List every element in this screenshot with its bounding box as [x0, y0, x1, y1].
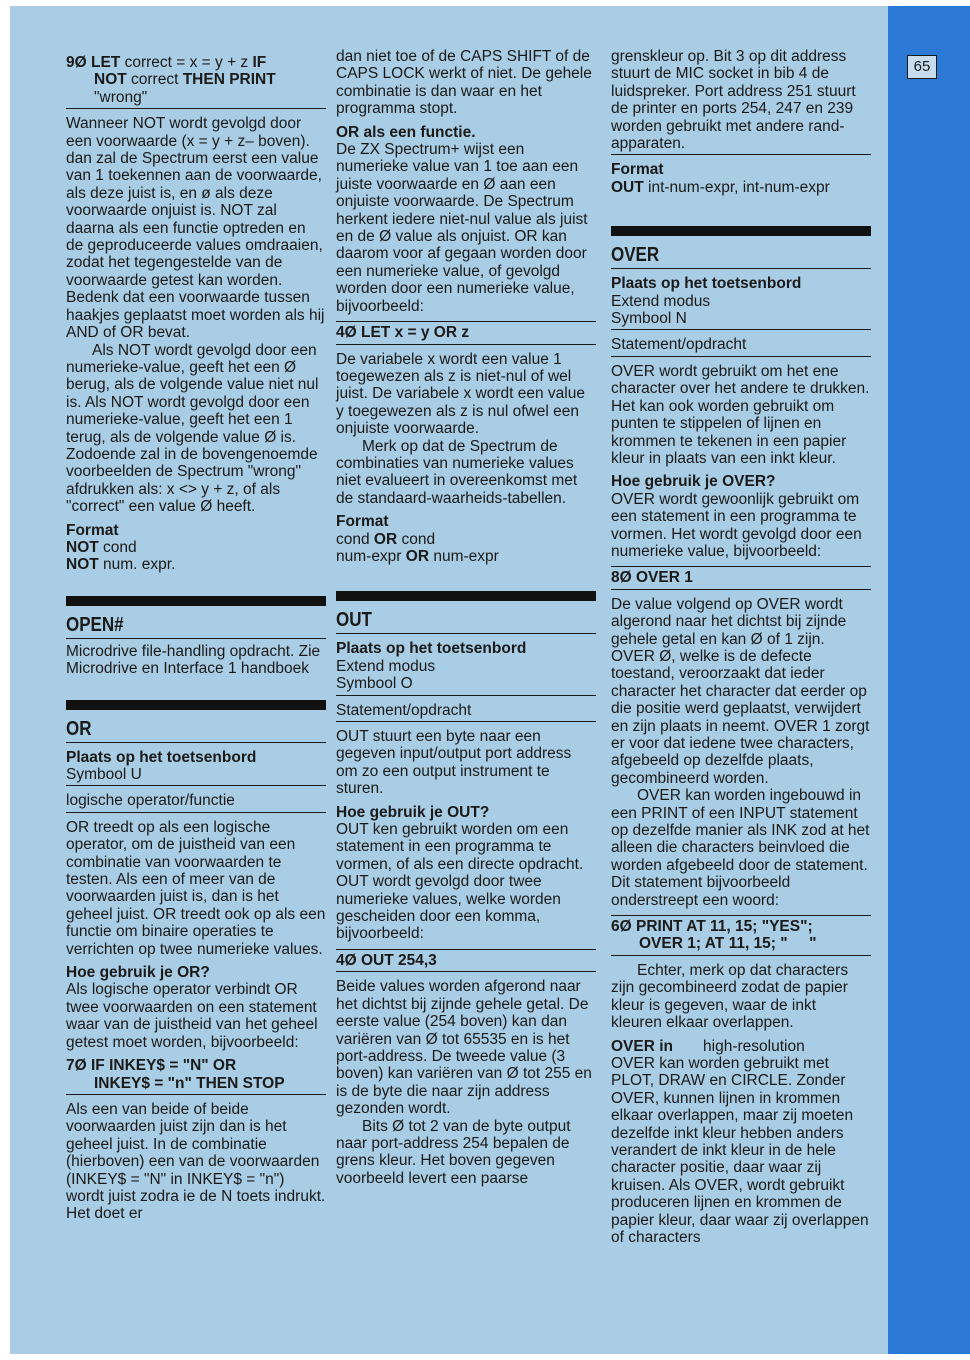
format-line: [611, 179, 871, 196]
format-line: [336, 548, 596, 565]
code-keyword: THEN PRINT: [182, 71, 276, 89]
format-text: num-expr: [429, 547, 499, 565]
page-number: 65: [907, 55, 937, 79]
how-to-label: Hoe gebruik je OUT?: [336, 803, 490, 821]
keyboard-value: Extend modus: [611, 292, 711, 310]
format-label: Format: [611, 161, 664, 179]
format-line: [336, 531, 596, 548]
category-label: Statement/opdracht: [336, 702, 596, 722]
subheading-hires: [611, 1038, 871, 1055]
how-to-label: Hoe gebruik je OR?: [66, 964, 210, 982]
format-text: int-num-expr, int-num-expr: [643, 178, 830, 196]
format-text: cond: [98, 538, 137, 556]
format-line: [66, 556, 326, 573]
code-line-90: [66, 54, 326, 109]
format-keyword: OR: [373, 530, 398, 548]
body-paragraph: OVER kan worden ingebouwd in een PRINT of een INPUT statement op dezelfde manier als INK zod at het alleen die characters beinvloed die worden afgebeeld door de statement. Dit statement bijvoorbeeld onderstreept een woord:: [611, 787, 870, 909]
keyboard-label: Plaats op het toetsenbord: [611, 275, 802, 293]
blue-margin-strip: [888, 6, 970, 1354]
format-keyword: NOT: [66, 556, 99, 574]
category-label: Statement/opdracht: [611, 336, 871, 356]
format-label: Format: [336, 513, 389, 531]
section-title-open: OPEN#: [66, 612, 326, 639]
section-divider-bar: [611, 226, 871, 236]
body-paragraph: OVER wordt gewoonlijk gebruikt om een statement in een programma te vormen. Het wordt gevolgd door een numerieke value, bijvoorbeeld:: [611, 490, 862, 560]
body-paragraph: Als NOT wordt gevolgd door een numerieke-value, geeft het een Ø berug, als de volgende value niet nul is. Als NOT wordt gevolgd door een numerieke-value, geeft het een 1 terug, als de volgende value Ø is. Zodoende zal in de bovengenoemde voorbeelden de Spectrum "wrong" afdrukken als: x <> y + z, of als "correct" een value Ø heeft.: [66, 341, 319, 516]
section-divider-bar: [66, 700, 326, 710]
format-text: cond: [336, 530, 374, 548]
subheading-text: high-resolution: [703, 1037, 805, 1055]
format-label: Format: [66, 521, 119, 539]
format-text: cond: [397, 530, 436, 548]
section-title-or: OR: [66, 716, 326, 743]
body-paragraph: dan niet toe of de CAPS SHIFT of de CAPS LOCK werkt of niet. De gehele combinatie is dan waar en het programma stopt.: [336, 48, 592, 118]
how-to-label: Hoe gebruik je OVER?: [611, 473, 776, 491]
keyboard-label: Plaats op het toetsenbord: [66, 748, 257, 766]
column-1: [66, 48, 326, 1223]
body-paragraph: OUT stuurt een byte naar een gegeven input/output port address om zo een output instrument te sturen.: [336, 728, 572, 798]
column-2: [336, 48, 596, 1187]
section-title-out: OUT: [336, 607, 596, 634]
format-keyword: OR: [405, 547, 430, 565]
body-paragraph: Als een van beide of beide voorwaarden juist zijn dan is het geheel juist. In de combinatie (hierboven) een van de voorwaarden (INKEY$ = "N" in INKEY$ = "n") wordt juist zodra ie de N toets indrukt. Het doet er: [66, 1100, 326, 1223]
code-line-40-out: 4Ø OUT 254,3: [336, 949, 596, 972]
code-text: 7Ø IF INKEY$ = "N" OR: [66, 1057, 237, 1075]
code-text: correct = x = y + z: [120, 54, 253, 71]
code-line-80: 8Ø OVER 1: [611, 566, 871, 589]
subheading: OR als een functie.: [336, 123, 476, 141]
keyboard-value: Extend modus: [336, 657, 436, 675]
subheading-text: OVER in: [611, 1037, 674, 1055]
body-paragraph: Merk op dat de Spectrum de combinaties van numerieke values niet evalueert in overeenkomst met de standaard-waarheids-tabellen.: [336, 437, 578, 507]
body-paragraph: Als logische operator verbindt OR twee voorwaarden on een statement waar van de juistheid van het geheel getest moet worden, bijvoorbeeld:: [66, 981, 318, 1051]
section-divider-bar: [66, 596, 326, 606]
code-text: correct: [126, 71, 183, 89]
code-text: "wrong": [94, 88, 148, 106]
format-keyword: NOT: [66, 538, 99, 556]
column-3: [611, 48, 871, 1246]
code-text: 6Ø PRINT AT 11, 15; "YES";: [611, 918, 813, 936]
code-keyword: NOT: [94, 71, 127, 89]
body-paragraph: Bits Ø tot 2 van de byte output naar port-address 254 bepalen de grens kleur. Het boven gegeven voorbeeld levert een paarse: [336, 1117, 571, 1187]
format-keyword: OUT: [611, 178, 644, 196]
body-paragraph: OVER kan worden gebruikt met PLOT, DRAW en CIRCLE. Zonder OVER, kunnen lijnen in krommen elkaar overlappen, maar zij moeten dezelfde inkt kleur hebben anders verandert de inkt kleur in de hele character positie, daar waar zij kruisen. Als OVER, wordt gebruikt produceren lijnen en krommen de papier kleur, daar waar zij overlappen of characters: [611, 1054, 869, 1246]
section-divider-bar: [336, 591, 596, 601]
format-text: num. expr.: [98, 556, 176, 574]
code-keyword: 9Ø LET: [66, 54, 121, 71]
body-paragraph: OUT ken gebruikt worden om een statement in een programma te vormen, of als een directe opdracht. OUT wordt gevolgd door twee numerieke values, welke worden gescheiden door een komma, bijvoorbeeld:: [336, 821, 584, 943]
body-paragraph: De ZX Spectrum+ wijst een numerieke value van 1 toe aan een juiste voorwaarde en Ø aan een onjuiste voorwaarde. De Spectrum herkent iedere niet-nul value als juist en de Ø value als onjuist. OR kan daarom voor af gegaan worden door een numerieke value, of gevolgd worden door een numerieke value, bijvoorbeeld:: [336, 141, 588, 315]
code-keyword: IF: [252, 54, 267, 71]
category-label: logische operator/functie: [66, 792, 326, 812]
code-text: OVER 1; AT 11, 15; " ": [639, 935, 817, 953]
section-title-over: OVER: [611, 242, 871, 269]
code-line-40: 4Ø LET x = y OR z: [336, 321, 596, 344]
body-paragraph: Wanneer NOT wordt gevolgd door een voorwaarde (x = y + z– boven). dan zal de Spectrum eerst een value van 1 toekennen aan de voorwaarde, als deze juist is, en ø als deze voorwaarde onjuist is. NOT zal daarna als een functie optreden en de geproduceerde values omdraaien, zodat het tegengestelde van de voorwaarde getest kan worden. Bedenk dat een voorwaarde tussen haakjes geplaatst moet worden als hij AND of OR bevat.: [66, 115, 325, 342]
code-line-60: [611, 915, 871, 956]
keyboard-value: Symbool N: [611, 310, 871, 330]
body-paragraph: OR treedt op als een logische operator, om de juistheid van een combinatie van voorwaarden te testen. Als een of meer van de voorwaarden juist is, dan is het geheel juist. OR treedt ook op als een functie om binaire operaties te verrichten op twee numerieke values.: [66, 818, 326, 958]
body-paragraph: Beide values worden afgerond naar het dichtst bij zijnde gehele getal. De eerste value (254 boven) kan dan variëren van Ø tot 65535 en is het port-address. De tweede value (3 boven) kan variëren van Ø tot 255 en is de byte die naar zijn address gezonden wordt.: [336, 978, 592, 1118]
body-paragraph: grenskleur op. Bit 3 op dit address stuurt de MIC socket in bib 4 de luidspreker. Port address 251 stuurt de printer en ports 254, 247 en 239 worden gebruikt met andere rand-apparaten.: [611, 48, 871, 155]
format-text: num-expr: [336, 547, 406, 565]
keyboard-value: Symbool U: [66, 766, 326, 786]
body-paragraph: De value volgend op OVER wordt algerond naar het dichtst bij zijnde gehele getal en kan Ø of 1 zijn. OVER Ø, welke is de defecte toestand, veroorzaakt dat ieder character het character dat eerder op die positie werd geplaatst, verwijdert en zijn plaats in neemt. OVER 1 zorgt er voor dat iedene twee characters, afgebeeld op dezelfde plaats, gecombineerd worden.: [611, 595, 870, 787]
keyboard-label: Plaats op het toetsenbord: [336, 640, 527, 658]
body-paragraph: OVER wordt gebruikt om het ene character over het andere te drukken. Het kan ook worden gebruikt om punten te stippelen of lijnen en krommen te tekenen in een papier kleur in plaats van een inkt kleur.: [611, 362, 870, 467]
body-paragraph: Echter, merk op dat characters zijn gecombineerd zodat de papier kleur is gegeven, waar de inkt kleuren elkaar overlappen.: [611, 961, 849, 1032]
format-line: [66, 539, 326, 556]
body-paragraph: De variabele x wordt een value 1 toegewezen als z is niet-nul of wel juist. De variabele x wordt een value y toegewezen als z is nul ofwel een onjuiste voorwaarde.: [336, 350, 585, 438]
code-text: INKEY$ = "n" THEN STOP: [94, 1074, 285, 1092]
code-line-70: [66, 1057, 326, 1095]
keyboard-value: Symbool O: [336, 675, 596, 695]
body-paragraph: Microdrive file-handling opdracht. Zie Microdrive en Interface 1 handboek: [66, 642, 321, 678]
